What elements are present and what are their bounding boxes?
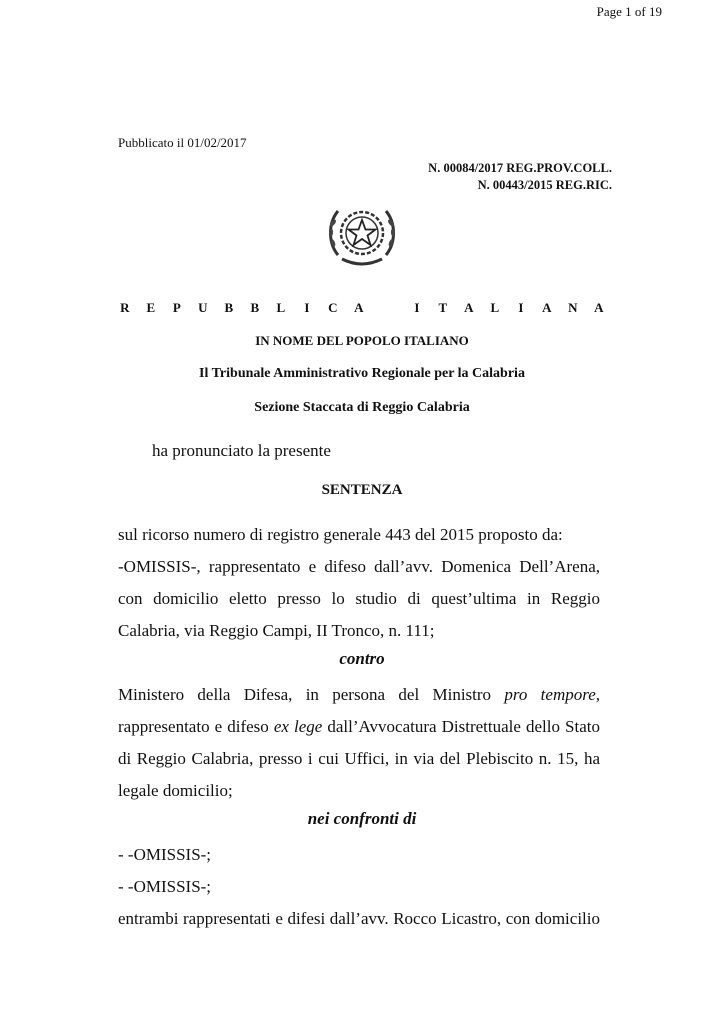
italic-text: ex lege [273, 717, 323, 736]
popolo-heading: IN NOME DEL POPOLO ITALIANO [255, 333, 469, 348]
letter: B [224, 300, 234, 315]
letter: A [354, 300, 364, 315]
ricorrente-line: -OMISSIS-, rappresentato e difeso dall’avv. Domenica Dell’Arena, [118, 557, 600, 576]
ricorrente-line: con domicilio eletto presso lo studio di quest’ultima in Reggio [118, 589, 600, 608]
ricorrente-line: Calabria, via Reggio Campi, II Tronco, n. 111; [118, 621, 435, 640]
letter: L [490, 300, 500, 315]
letter: U [198, 300, 208, 315]
contro-heading: contro [339, 649, 385, 668]
letter: N [568, 300, 578, 315]
ministero-line: legale domicilio; [118, 781, 233, 800]
entrambi-line: entrambi rappresentati e difesi dall’avv. Rocco Licastro, con domicilio [118, 909, 600, 928]
tribunale-heading: Il Tribunale Amministrativo Regionale per la Calabria [199, 366, 525, 381]
pronunciato-text: ha pronunciato la presente [152, 441, 331, 460]
letter: L [276, 300, 286, 315]
letter: A [594, 300, 604, 315]
omissis-line: - -OMISSIS-; [118, 877, 212, 896]
confronti-heading: nei confronti di [307, 809, 417, 828]
text: Ministero della Difesa, in persona del Ministro [118, 685, 492, 704]
text: dall’Avvocatura Distrettuale dello Stato [327, 717, 600, 736]
letter: R [120, 300, 130, 315]
ricorso-line: sul ricorso numero di registro generale 443 del 2015 proposto da: [118, 525, 563, 544]
sentenza-heading: SENTENZA [321, 482, 403, 498]
letter: A [464, 300, 474, 315]
reg-ric: N. 00443/2015 REG.RIC. [477, 178, 612, 192]
page-indicator: Page 1 of 19 [596, 4, 662, 19]
italian-republic-emblem-icon [324, 195, 400, 271]
letter: T [438, 300, 448, 315]
repubblica-italiana-heading [0, 300, 724, 316]
ministero-line [118, 713, 600, 740]
ministero-line [118, 681, 600, 708]
letter: E [146, 300, 156, 315]
letter: I [414, 300, 420, 315]
publication-date: Pubblicato il 01/02/2017 [118, 135, 247, 150]
letter: I [304, 300, 310, 315]
letter: I [518, 300, 524, 315]
letter: C [328, 300, 338, 315]
letter: P [172, 300, 182, 315]
italic-text: pro tempore [504, 685, 596, 704]
case-references [428, 160, 612, 194]
text: , [595, 685, 600, 704]
sezione-heading: Sezione Staccata di Reggio Calabria [254, 400, 470, 415]
omissis-line: - -OMISSIS-; [118, 845, 212, 864]
ministero-line: di Reggio Calabria, presso i cui Uffici, in via del Plebiscito n. 15, ha [118, 749, 600, 768]
reg-prov-coll: N. 00084/2017 REG.PROV.COLL. [428, 161, 612, 175]
letter: B [250, 300, 260, 315]
letter: A [542, 300, 552, 315]
text: rappresentato e difeso [118, 717, 269, 736]
